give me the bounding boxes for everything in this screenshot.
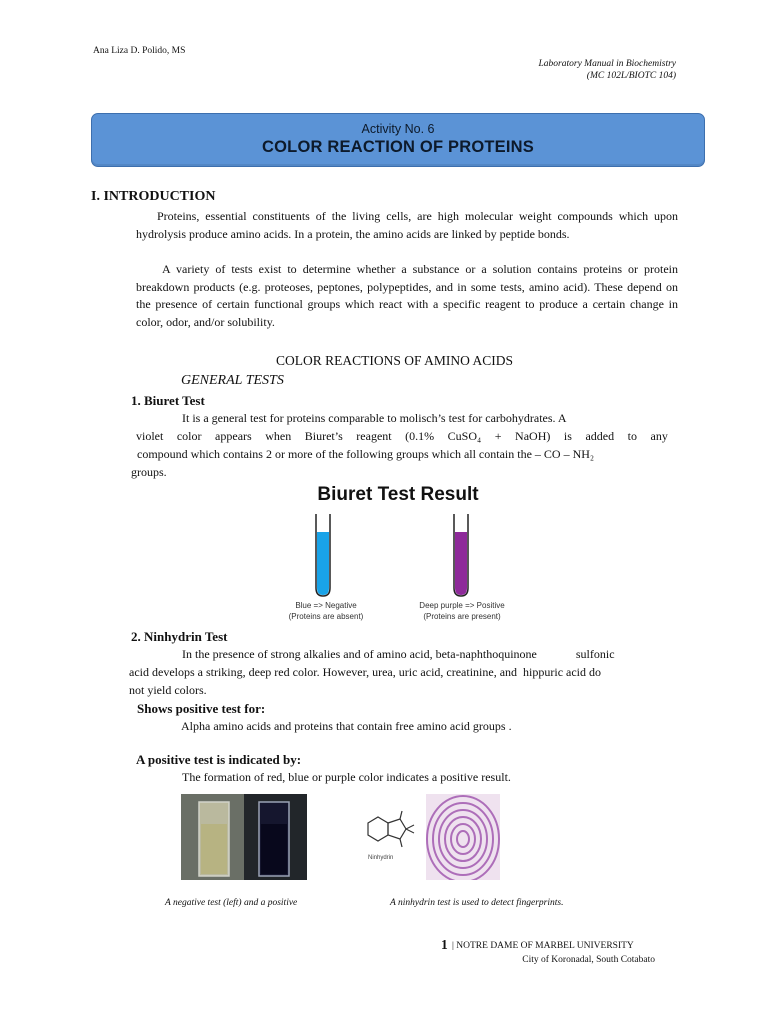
positive-indicated-heading: A positive test is indicated by: xyxy=(136,752,302,767)
university-name: | NOTRE DAME OF MARBEL UNIVERSITY xyxy=(452,941,634,951)
biuret-figure-title: Biuret Test Result xyxy=(317,484,479,505)
blue-test-tube xyxy=(316,514,330,596)
manual-course-code: (MC 102L/BIOTC 104) xyxy=(586,71,676,81)
ninhydrin-line-3: not yield colors. xyxy=(129,683,207,697)
word: (0.1% xyxy=(405,429,435,443)
word: + xyxy=(494,429,502,443)
negative-sub-label: (Proteins are absent) xyxy=(288,612,364,621)
purple-test-tube xyxy=(454,514,468,596)
word: when xyxy=(265,429,292,443)
biuret-line-4: groups. xyxy=(131,465,167,479)
word: CuSO₄ xyxy=(447,429,482,443)
shows-positive-heading: Shows positive test for: xyxy=(137,701,266,716)
word: appears xyxy=(215,429,252,443)
shows-positive-text: Alpha amino acids and proteins that contain free amino acid groups . xyxy=(181,719,512,733)
blue-liquid xyxy=(317,532,329,595)
biuret-line-3: compound which contains 2 or more of the following groups which all contain the – CO – NH₂ xyxy=(137,447,595,461)
biuret-result-figure xyxy=(282,478,514,626)
positive-label: Deep purple => Positive xyxy=(419,601,505,610)
biuret-line-2 xyxy=(136,429,668,444)
cuvette-photo xyxy=(181,794,307,880)
introduction-heading: I. INTRODUCTION xyxy=(91,189,216,204)
word: violet xyxy=(136,429,164,443)
section-heading: COLOR REACTIONS OF AMINO ACIDS xyxy=(276,353,514,368)
university-city: City of Koronadal, South Cotabato xyxy=(522,955,655,965)
manual-title-line1: Laboratory Manual in Biochemistry xyxy=(538,59,676,69)
word: added xyxy=(585,429,615,443)
intro-paragraph-1: Proteins, essential constituents of the living cells, are high molecular weight compounds which upon hydrolysis produce amino acids. In a protein, the amino acids are linked by peptide bonds. xyxy=(136,209,678,241)
word: NaOH) xyxy=(515,429,551,443)
author-name: Ana Liza D. Polido, MS xyxy=(93,46,186,56)
ninhydrin-label: Ninhydrin xyxy=(368,855,394,861)
biuret-line-1: It is a general test for proteins comparable to molisch’s test for carbohydrates. A xyxy=(182,411,567,425)
positive-sub-label: (Proteins are present) xyxy=(423,612,501,621)
word: any xyxy=(650,429,668,443)
activity-title: COLOR REACTION OF PROTEINS xyxy=(262,138,534,156)
negative-label: Blue => Negative xyxy=(295,601,357,610)
fingerprint-image xyxy=(426,794,500,880)
ninhydrin-line-2: acid develops a striking, deep red color. However, urea, uric acid, creatinine, and hippuric acid do xyxy=(129,665,602,679)
page-number: 1 xyxy=(441,937,448,952)
general-tests-heading: GENERAL TESTS xyxy=(181,373,284,388)
activity-banner xyxy=(91,113,705,167)
word: Biuret’s xyxy=(304,429,343,443)
fingerprint-caption: A ninhydrin test is used to detect fingerprints. xyxy=(390,898,564,908)
positive-indicated-text: The formation of red, blue or purple color indicates a positive result. xyxy=(182,770,511,784)
manual-title xyxy=(539,58,676,82)
activity-number: Activity No. 6 xyxy=(361,122,435,136)
ninhydrin-line-1: In the presence of strong alkalies and of amino acid, beta-naphthoquinone sulfonic xyxy=(182,647,615,661)
purple-liquid xyxy=(455,532,467,595)
word: color xyxy=(176,429,202,443)
intro-paragraph-2: A variety of tests exist to determine whether a substance or a solution contains proteins or protein breakdown products (e.g. proteoses, peptones, polypeptides, and in some tests, amino acid). These depend on the presence of certain functional groups which react with a specific reagent to produce a certain change in color, odor, and/or solubility. xyxy=(136,262,678,329)
cuvette-caption: A negative test (left) and a positive xyxy=(165,898,298,908)
word: to xyxy=(627,429,637,443)
ninhydrin-molecule xyxy=(358,803,420,865)
word: is xyxy=(563,429,572,443)
biuret-heading: 1. Biuret Test xyxy=(131,393,205,408)
word: reagent xyxy=(356,429,392,443)
ninhydrin-heading: 2. Ninhydrin Test xyxy=(131,629,228,644)
